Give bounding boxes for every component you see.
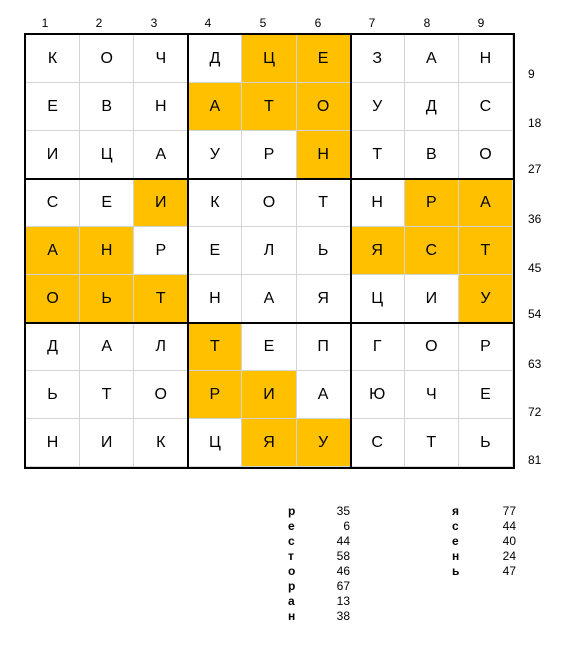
grid-cell: Р — [188, 371, 242, 419]
row-number: 36 — [528, 212, 542, 226]
grid-cell: Ц — [242, 35, 296, 83]
column-number: 9 — [477, 16, 485, 30]
cell-number: 58 — [336, 549, 350, 563]
grid-cell: Е — [80, 179, 134, 227]
word-letter: о — [288, 564, 296, 578]
row-number: 54 — [528, 307, 542, 321]
grid-cell: И — [405, 275, 459, 323]
grid-cell: И — [26, 131, 80, 179]
word-letter: р — [288, 579, 296, 593]
grid-cell: Г — [351, 323, 405, 371]
block-divider-horizontal — [26, 322, 513, 324]
grid-cell: О — [242, 179, 296, 227]
grid-cell: Т — [459, 227, 513, 275]
grid-cell: А — [459, 179, 513, 227]
grid-cell: О — [297, 83, 351, 131]
cell-number: 47 — [502, 564, 516, 578]
grid-cell: Л — [134, 323, 188, 371]
grid-cell: Р — [134, 227, 188, 275]
word-letter: р — [288, 504, 296, 518]
grid-cell: О — [459, 131, 513, 179]
cell-number: 38 — [336, 609, 350, 623]
grid-cell: Т — [351, 131, 405, 179]
grid-cell: Д — [188, 35, 242, 83]
grid-cell: Н — [351, 179, 405, 227]
grid-cell: Е — [26, 83, 80, 131]
grid-cell: Е — [459, 371, 513, 419]
word-list-0 — [288, 504, 350, 624]
grid-cell: С — [405, 227, 459, 275]
word-list-row — [452, 519, 516, 534]
word-list-row — [288, 579, 350, 594]
grid-cell: Ь — [26, 371, 80, 419]
grid-cell: Ь — [459, 419, 513, 467]
grid-cell: Д — [26, 323, 80, 371]
grid-cell: В — [80, 83, 134, 131]
word-list-row — [452, 534, 516, 549]
grid-cell: О — [405, 323, 459, 371]
grid-cell: У — [459, 275, 513, 323]
column-number: 6 — [314, 16, 322, 30]
grid-cell: Ь — [297, 227, 351, 275]
word-list-row — [452, 549, 516, 564]
cell-number: 46 — [336, 564, 350, 578]
cell-number: 44 — [502, 519, 516, 533]
grid-cell: А — [134, 131, 188, 179]
row-number: 81 — [528, 453, 542, 467]
word-list-row — [288, 504, 350, 519]
grid-cell: Р — [459, 323, 513, 371]
grid-cell: И — [80, 419, 134, 467]
word-list-row — [288, 549, 350, 564]
grid-cell: С — [459, 83, 513, 131]
grid-cell: Р — [242, 131, 296, 179]
grid-cell: С — [26, 179, 80, 227]
grid-cell: Ю — [351, 371, 405, 419]
cell-number: 13 — [336, 594, 350, 608]
word-letter: с — [452, 519, 459, 533]
grid-cell: У — [188, 131, 242, 179]
grid-cell: Т — [405, 419, 459, 467]
grid-cell: А — [405, 35, 459, 83]
grid-cell: И — [134, 179, 188, 227]
column-number: 8 — [423, 16, 431, 30]
grid-cell: Н — [26, 419, 80, 467]
grid-cell: Я — [351, 227, 405, 275]
block-divider-vertical — [350, 35, 352, 467]
grid-cell: И — [242, 371, 296, 419]
grid-cell: Т — [242, 83, 296, 131]
row-number: 72 — [528, 405, 542, 419]
column-number: 5 — [259, 16, 267, 30]
grid-cell: Я — [242, 419, 296, 467]
block-divider-horizontal — [26, 178, 513, 180]
row-number: 27 — [528, 162, 542, 176]
cell-number: 24 — [502, 549, 516, 563]
word-list-row — [452, 564, 516, 579]
word-list-1 — [452, 504, 516, 579]
grid-cell: Д — [405, 83, 459, 131]
word-letter: а — [288, 594, 295, 608]
grid-cell: Н — [134, 83, 188, 131]
grid-cell: О — [26, 275, 80, 323]
grid-cell: Р — [405, 179, 459, 227]
word-list-row — [288, 534, 350, 549]
cell-number: 6 — [343, 519, 350, 533]
word-letter: ь — [452, 564, 460, 578]
column-number: 7 — [368, 16, 376, 30]
grid-cell: Н — [188, 275, 242, 323]
grid-cell: У — [297, 419, 351, 467]
grid-cell: Н — [297, 131, 351, 179]
grid-cell: Ч — [134, 35, 188, 83]
letter-grid — [24, 33, 515, 469]
column-number: 3 — [150, 16, 158, 30]
grid-cell: Ц — [80, 131, 134, 179]
word-letter: я — [452, 504, 460, 518]
grid-cell: В — [405, 131, 459, 179]
grid-cell: У — [351, 83, 405, 131]
grid-cell: А — [297, 371, 351, 419]
grid-cell: П — [297, 323, 351, 371]
grid-cell: К — [188, 179, 242, 227]
grid-cell: Е — [188, 227, 242, 275]
grid-cell: А — [26, 227, 80, 275]
grid-cell: Л — [242, 227, 296, 275]
grid-cell: О — [134, 371, 188, 419]
word-letter: т — [288, 549, 294, 563]
cell-number: 67 — [336, 579, 350, 593]
grid-cell: З — [351, 35, 405, 83]
word-letter: н — [288, 609, 296, 623]
word-list-row — [288, 519, 350, 534]
grid-cell: Ч — [405, 371, 459, 419]
word-letter: е — [452, 534, 459, 548]
grid-cell: О — [80, 35, 134, 83]
grid-cell: Ц — [351, 275, 405, 323]
grid-cell: С — [351, 419, 405, 467]
cell-number: 35 — [336, 504, 350, 518]
grid-cell: А — [80, 323, 134, 371]
block-divider-vertical — [187, 35, 189, 467]
cell-number: 40 — [502, 534, 516, 548]
cell-number: 44 — [336, 534, 350, 548]
grid-cell: К — [134, 419, 188, 467]
grid-cell: Н — [459, 35, 513, 83]
grid-cell: А — [242, 275, 296, 323]
grid-cell: А — [188, 83, 242, 131]
grid-cell: Я — [297, 275, 351, 323]
word-list-row — [288, 564, 350, 579]
column-number: 4 — [204, 16, 212, 30]
row-number: 18 — [528, 116, 542, 130]
grid-cell: К — [26, 35, 80, 83]
grid-cell: Т — [297, 179, 351, 227]
grid-cell: Н — [80, 227, 134, 275]
grid-cell: Ц — [188, 419, 242, 467]
grid-cell: Т — [188, 323, 242, 371]
row-number: 63 — [528, 357, 542, 371]
grid-cell: Ь — [80, 275, 134, 323]
word-list-row — [452, 504, 516, 519]
row-number: 45 — [528, 261, 542, 275]
grid-cell: Т — [134, 275, 188, 323]
grid-cell: Е — [297, 35, 351, 83]
word-letter: е — [288, 519, 295, 533]
grid-cell: Е — [242, 323, 296, 371]
column-number: 2 — [95, 16, 103, 30]
row-number: 9 — [528, 67, 535, 81]
word-letter: с — [288, 534, 295, 548]
column-number: 1 — [41, 16, 49, 30]
word-letter: н — [452, 549, 460, 563]
cell-number: 77 — [502, 504, 516, 518]
word-list-row — [288, 609, 350, 624]
grid-cell: Т — [80, 371, 134, 419]
word-list-row — [288, 594, 350, 609]
